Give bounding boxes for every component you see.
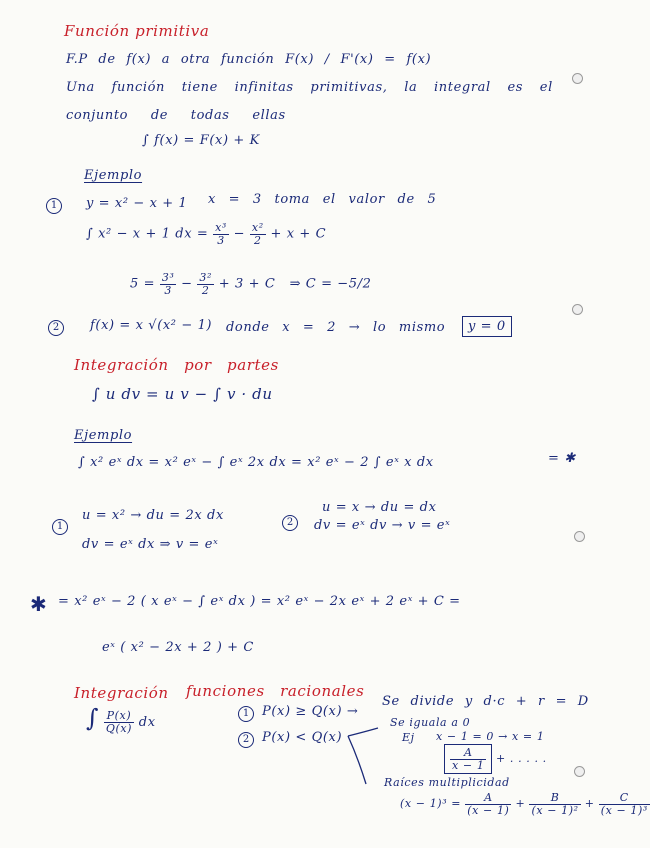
example-heading-1: Ejemplo <box>84 168 143 183</box>
example-1-integral: ∫ x² − x + 1 dx = $\frac{\text{x³}}{3}$ − $\frac{\text{x²}}{2}$ + x + C <box>86 221 327 247</box>
rational-case-2-text: P(x) < Q(x) <box>262 730 343 745</box>
rational-integral: ∫ $\frac{P(x)}{Q(x)}$ dx <box>86 704 156 735</box>
fraction-a-x1: $\frac{A}{x - 1}$ <box>452 746 485 772</box>
example-1-substitution: 5 = $\frac{\text{3³}}{3}$ − $\frac{\text{3²}}{2}$ + 3 + C ⇒ C = −5/2 <box>130 271 372 297</box>
fraction-c-mult: $\frac{C}{\text{(x − 1)³}}$ <box>600 791 648 817</box>
example-2-boxed: y = 0 <box>462 316 512 337</box>
example-1-tail: + x + C <box>270 226 327 242</box>
example-1-result: ⇒ C = −5/2 <box>289 276 372 292</box>
fraction-b-mult: $\frac{B}{\text{(x − 1)²}}$ <box>531 791 579 817</box>
example-1-condition: x = 3 toma el valor de 5 <box>208 192 437 207</box>
fraction-32-2: $\frac{\text{3²}}{2}$ <box>199 271 213 297</box>
example-1-equation: y = x² − x + 1 <box>86 196 188 211</box>
primitive-text-1: Una función tiene infinitas primitivas, la integral es el <box>66 80 553 95</box>
parts-step-2-u: u = x → du = dx <box>322 500 437 515</box>
rational-multiplicity-eq: (x − 1)³ = $\frac{A}{(x - 1)}$ + $\frac{B}{\text{(x − 1)²}}$ + $\frac{C}{\text{(x − 1)³}}$ <box>400 791 648 817</box>
fraction-p-q: $\frac{P(x)}{Q(x)}$ <box>105 709 133 735</box>
rational-title-2: funciones racionales <box>186 682 365 700</box>
parts-step-1: 1 <box>52 519 68 535</box>
primitive-formula: ∫ f(x) = F(x) + K <box>142 133 260 148</box>
primitive-title: Función primitiva <box>64 22 210 40</box>
fraction-a-mult: $\frac{A}{(x - 1)}$ <box>467 791 510 817</box>
rational-partial-box <box>444 744 492 774</box>
branch-bracket <box>344 728 384 788</box>
parts-step-1-u: u = x² → du = 2x dx <box>82 508 224 523</box>
binder-hole-2 <box>572 304 583 315</box>
rational-case-1-text: P(x) ≥ Q(x) → <box>262 704 359 719</box>
parts-example-tail: = ✱ <box>548 451 576 466</box>
parts-result-2: eˣ ( x² − 2x + 2 ) + C <box>102 640 254 655</box>
example-number-1: 1 <box>46 198 62 214</box>
parts-step-1-v: dv = eˣ dx ⇒ v = eˣ <box>82 537 219 552</box>
binder-hole-3 <box>574 531 585 542</box>
primitive-text-2: conjunto de todas ellas <box>66 108 286 123</box>
rational-equal-zero: Se iguala a 0 <box>390 716 471 729</box>
example-heading-2: Ejemplo <box>74 428 133 443</box>
rational-case-1-result: Se divide y d·c + r = D <box>382 694 589 709</box>
parts-title: Integración por partes <box>74 356 279 374</box>
primitive-definition: F.P de f(x) a otra función F(x) / F'(x) = f(x) <box>66 52 432 67</box>
parts-step-2: 2 <box>282 515 298 531</box>
rational-multiplicity: Raíces multiplicidad <box>384 776 510 789</box>
fraction-x3-3: $\frac{\text{x³}}{3}$ <box>215 221 227 247</box>
binder-hole-4 <box>574 766 585 777</box>
example-1-integrand: ∫ x² − x + 1 dx = <box>86 226 209 242</box>
parts-step-2-v: dv = eˣ dv → v = eˣ <box>314 518 451 533</box>
example-2-condition: donde x = 2 → lo mismo <box>226 320 446 335</box>
rational-title-1: Integración <box>74 684 169 702</box>
binder-hole-1 <box>572 73 583 84</box>
fraction-33-3: $\frac{\text{3³}}{3}$ <box>161 271 175 297</box>
parts-example-equation: ∫ x² eˣ dx = x² eˣ − ∫ eˣ 2x dx = x² eˣ − 2 ∫ eˣ x dx <box>78 455 434 470</box>
fraction-x2-2: $\frac{\text{x²}}{2}$ <box>251 221 264 247</box>
example-2-equation: f(x) = x √(x² − 1) <box>90 318 213 333</box>
parts-formula: ∫ u dv = u v − ∫ v · du <box>92 385 273 403</box>
example-number-2: 2 <box>48 320 64 336</box>
parts-result-1: = x² eˣ − 2 ( x eˣ − ∫ eˣ dx ) = x² eˣ − 2x eˣ + 2 eˣ + C = <box>58 594 461 609</box>
rational-root-eq: x − 1 = 0 → x = 1 <box>436 730 545 743</box>
rational-case-1: 1 <box>238 706 254 722</box>
star-marker: ✱ <box>30 592 47 616</box>
rational-case-2: 2 <box>238 732 254 748</box>
rational-ej: Ej <box>402 731 415 744</box>
rational-dots: + . . . . . <box>496 752 547 765</box>
